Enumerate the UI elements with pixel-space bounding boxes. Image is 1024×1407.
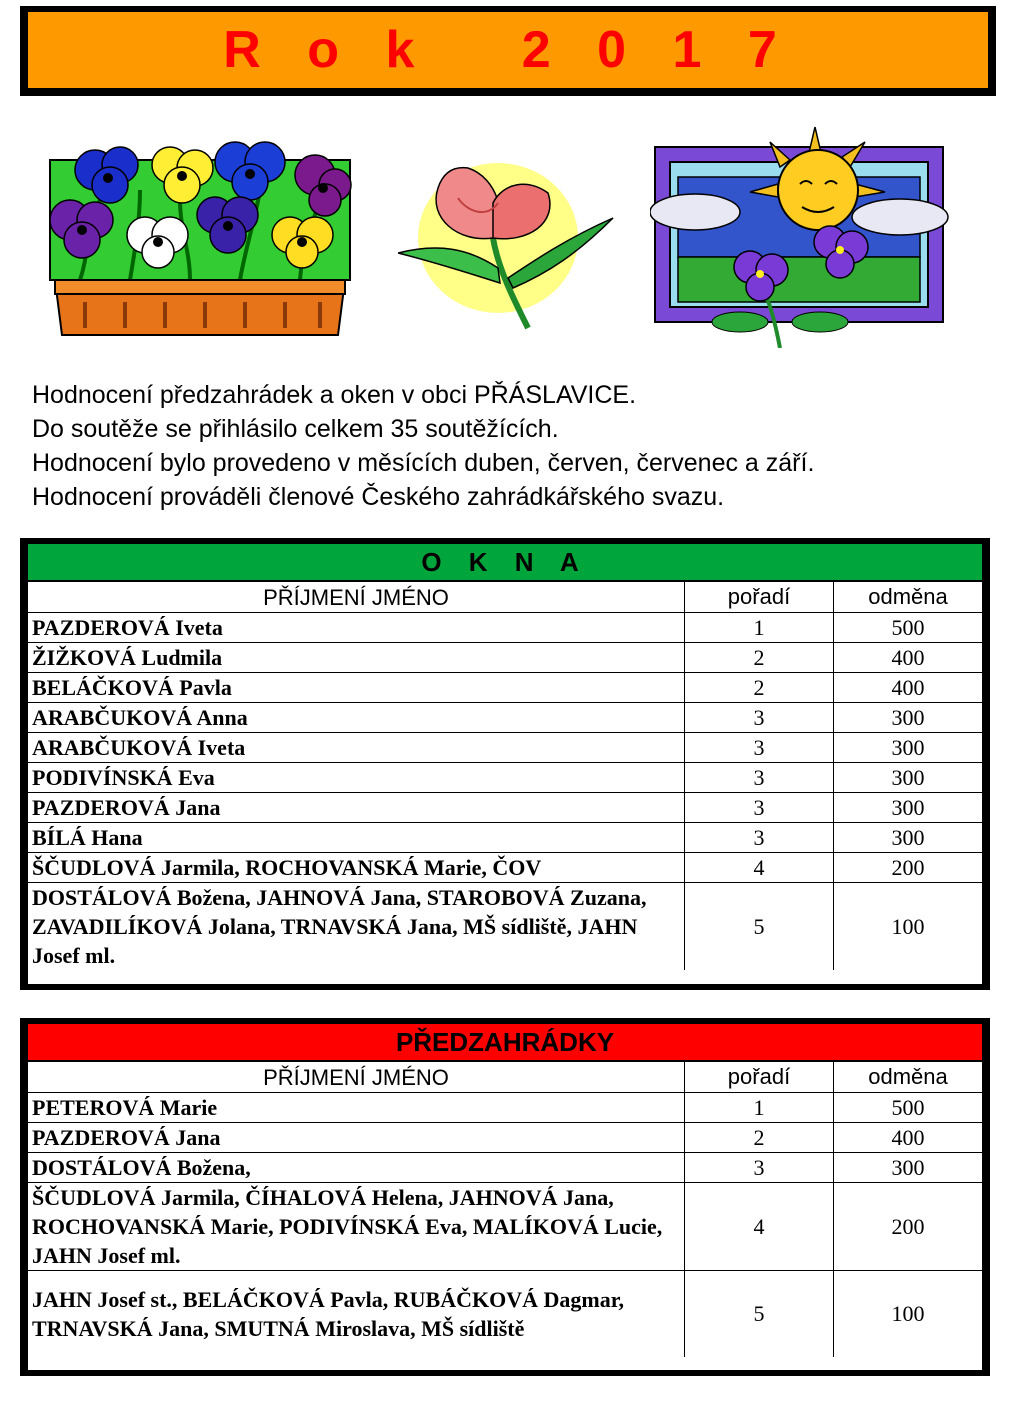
column-header-name: PŘÍJMENÍ JMÉNO xyxy=(28,582,685,613)
prize-cell: 300 xyxy=(834,763,983,793)
table-row xyxy=(28,703,982,733)
prize-cell: 300 xyxy=(834,733,983,763)
table-row xyxy=(28,1183,982,1271)
rank-cell: 5 xyxy=(685,883,834,971)
intro-line: Hodnocení prováděli členové Českého zahrádkářského svazu. xyxy=(32,483,725,511)
table-row xyxy=(28,643,982,673)
prize-cell: 400 xyxy=(834,1123,983,1153)
rank-cell: 2 xyxy=(685,673,834,703)
entrant-name: PETEROVÁ Marie xyxy=(28,1093,685,1123)
table-header-row xyxy=(28,582,982,613)
prize-cell: 500 xyxy=(834,1093,983,1123)
okna-section xyxy=(20,538,990,990)
entrant-name: PAZDEROVÁ Jana xyxy=(28,793,685,823)
entrant-name: PODIVÍNSKÁ Eva xyxy=(28,763,685,793)
prize-cell: 300 xyxy=(834,823,983,853)
table-row xyxy=(28,613,982,643)
table-header-row xyxy=(28,1062,982,1093)
okna-heading: O K N A xyxy=(28,544,982,582)
rank-cell: 3 xyxy=(685,733,834,763)
sun-window-icon xyxy=(650,122,950,348)
column-header-prize: odměna xyxy=(834,1062,983,1093)
rank-cell: 3 xyxy=(685,823,834,853)
prize-cell: 200 xyxy=(834,853,983,883)
entrant-name: BELÁČKOVÁ Pavla xyxy=(28,673,685,703)
rank-cell: 3 xyxy=(685,703,834,733)
intro-line: Hodnocení bylo provedeno v měsících duben, červen, červenec a září. xyxy=(32,449,815,477)
entrant-name: ŠČUDLOVÁ Jarmila, ROCHOVANSKÁ Marie, ČOV xyxy=(28,853,685,883)
entrant-name: ŠČUDLOVÁ Jarmila, ČÍHALOVÁ Helena, JAHNOVÁ Jana, ROCHOVANSKÁ Marie, PODIVÍNSKÁ Eva, MALÍKOVÁ Lucie, JAHN Josef ml. xyxy=(28,1183,685,1271)
prize-cell: 500 xyxy=(834,613,983,643)
table-row xyxy=(28,1153,982,1183)
intro-line: Hodnocení předzahrádek a oken v obci PŘÁSLAVICE. xyxy=(32,381,637,409)
table-row xyxy=(28,1093,982,1123)
prize-cell: 200 xyxy=(834,1183,983,1271)
rank-cell: 4 xyxy=(685,1183,834,1271)
column-header-prize: odměna xyxy=(834,582,983,613)
flower-box-icon xyxy=(40,140,360,340)
table-row xyxy=(28,1123,982,1153)
entrant-name: ARABČUKOVÁ Iveta xyxy=(28,733,685,763)
title-banner-fill xyxy=(26,10,990,90)
prize-cell: 400 xyxy=(834,673,983,703)
rank-cell: 3 xyxy=(685,763,834,793)
table-row xyxy=(28,763,982,793)
predzahradky-heading: PŘEDZAHRÁDKY xyxy=(28,1024,982,1062)
predzahradky-table xyxy=(28,1062,982,1357)
rank-cell: 4 xyxy=(685,853,834,883)
column-header-rank: pořadí xyxy=(685,582,834,613)
prize-cell: 400 xyxy=(834,643,983,673)
table-row xyxy=(28,673,982,703)
entrant-name: BÍLÁ Hana xyxy=(28,823,685,853)
column-header-name: PŘÍJMENÍ JMÉNO xyxy=(28,1062,685,1093)
entrant-name: PAZDEROVÁ Jana xyxy=(28,1123,685,1153)
entrant-name: ŽIŽKOVÁ Ludmila xyxy=(28,643,685,673)
title-banner xyxy=(20,6,996,96)
predzahradky-section xyxy=(20,1018,990,1376)
intro-line: Do soutěže se přihlásilo celkem 35 soutěžících. xyxy=(32,415,559,443)
table-row xyxy=(28,793,982,823)
rank-cell: 5 xyxy=(685,1271,834,1358)
table-row xyxy=(28,733,982,763)
table-row xyxy=(28,853,982,883)
prize-cell: 100 xyxy=(834,883,983,971)
column-header-rank: pořadí xyxy=(685,1062,834,1093)
rank-cell: 3 xyxy=(685,793,834,823)
tulip-icon xyxy=(398,158,618,338)
entrant-name: DOSTÁLOVÁ Božena, JAHNOVÁ Jana, STAROBOVÁ Zuzana, ZAVADILÍKOVÁ Jolana, TRNAVSKÁ Jana, MŠ sídliště, JAHN Josef ml. xyxy=(28,883,685,971)
entrant-name: PAZDEROVÁ Iveta xyxy=(28,613,685,643)
prize-cell: 100 xyxy=(834,1271,983,1358)
intro-text xyxy=(32,378,992,514)
table-row xyxy=(28,883,982,971)
prize-cell: 300 xyxy=(834,703,983,733)
rank-cell: 1 xyxy=(685,613,834,643)
entrant-name: DOSTÁLOVÁ Božena, xyxy=(28,1153,685,1183)
table-row xyxy=(28,1271,982,1358)
entrant-name: ARABČUKOVÁ Anna xyxy=(28,703,685,733)
rank-cell: 3 xyxy=(685,1153,834,1183)
prize-cell: 300 xyxy=(834,1153,983,1183)
prize-cell: 300 xyxy=(834,793,983,823)
page-title: R o k 2 0 1 7 xyxy=(223,21,793,79)
okna-table xyxy=(28,582,982,970)
rank-cell: 2 xyxy=(685,1123,834,1153)
entrant-name: JAHN Josef st., BELÁČKOVÁ Pavla, RUBÁČKOVÁ Dagmar, TRNAVSKÁ Jana, SMUTNÁ Miroslava, MŠ sídliště xyxy=(28,1271,685,1358)
rank-cell: 1 xyxy=(685,1093,834,1123)
table-row xyxy=(28,823,982,853)
rank-cell: 2 xyxy=(685,643,834,673)
